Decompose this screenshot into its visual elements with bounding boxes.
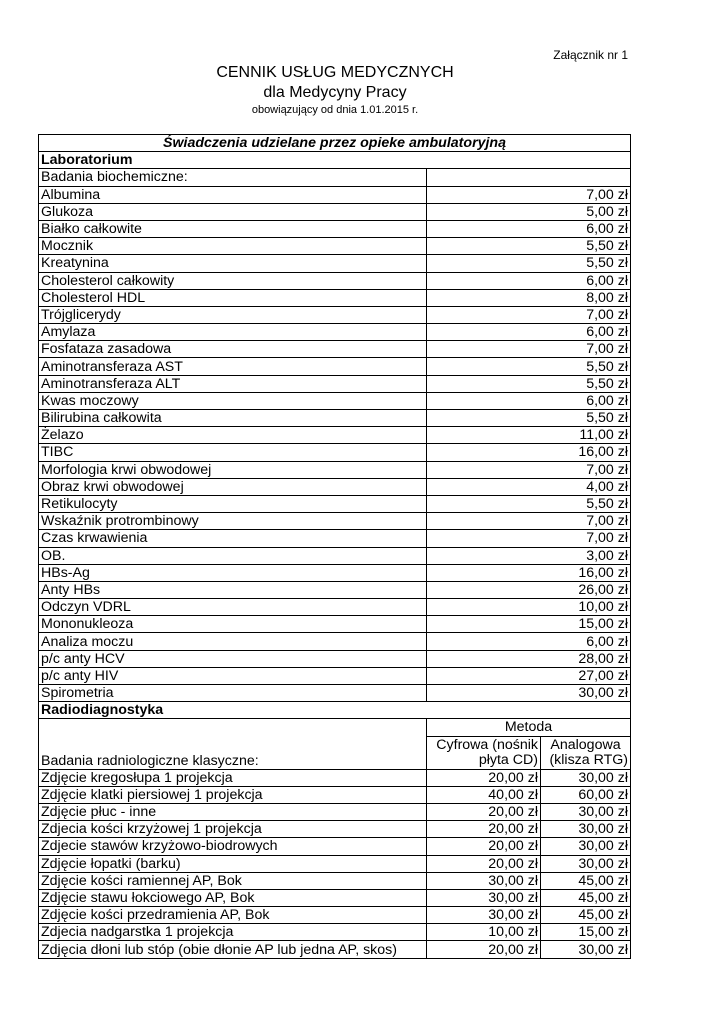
item-name: Obraz krwi obwodowej bbox=[39, 478, 427, 495]
table-row bbox=[39, 272, 631, 289]
price-digital: 10,00 zł bbox=[427, 924, 541, 941]
empty-cell bbox=[39, 719, 427, 736]
item-name: TIBC bbox=[39, 444, 427, 461]
item-price: 7,00 zł bbox=[427, 530, 631, 547]
item-price: 5,50 zł bbox=[427, 410, 631, 427]
item-name: Czas krwawienia bbox=[39, 530, 427, 547]
item-price: 3,00 zł bbox=[427, 547, 631, 564]
table-row bbox=[39, 513, 631, 530]
item-name: Retikulocyty bbox=[39, 495, 427, 512]
item-name: Zdjęcie kości ramiennej AP, Bok bbox=[39, 872, 427, 889]
column-header-line: płyta CD) bbox=[478, 751, 538, 768]
price-analog: 45,00 zł bbox=[541, 889, 631, 906]
method-row bbox=[39, 719, 631, 736]
item-price: 7,00 zł bbox=[427, 341, 631, 358]
section-row bbox=[39, 702, 631, 719]
price-analog: 30,00 zł bbox=[541, 838, 631, 855]
table-row bbox=[39, 769, 631, 786]
column-header-digital bbox=[427, 736, 541, 769]
item-name: Zdjecia nadgarstka 1 projekcja bbox=[39, 924, 427, 941]
price-analog: 45,00 zł bbox=[541, 907, 631, 924]
document-subtitle: dla Medycyny Pracy bbox=[263, 84, 407, 101]
item-price: 11,00 zł bbox=[427, 427, 631, 444]
table-heading-row bbox=[39, 135, 631, 152]
table-row bbox=[39, 838, 631, 855]
price-analog: 30,00 zł bbox=[541, 803, 631, 820]
item-name: Zdjęcie łopatki (barku) bbox=[39, 855, 427, 872]
table-row bbox=[39, 599, 631, 616]
item-price: 5,50 zł bbox=[427, 255, 631, 272]
table-row bbox=[39, 889, 631, 906]
item-name: Aminotransferaza ALT bbox=[39, 375, 427, 392]
table-row bbox=[39, 803, 631, 820]
item-name: Zdjęcie kregosłupa 1 projekcja bbox=[39, 769, 427, 786]
empty-cell bbox=[427, 169, 631, 186]
table-row bbox=[39, 478, 631, 495]
table-row bbox=[39, 667, 631, 684]
price-digital: 20,00 zł bbox=[427, 855, 541, 872]
item-price: 6,00 zł bbox=[427, 392, 631, 409]
item-name: Zdjęcia dłoni lub stóp (obie dłonie AP lub jedna AP, skos) bbox=[39, 941, 427, 958]
table-row bbox=[39, 461, 631, 478]
item-price: 5,50 zł bbox=[427, 358, 631, 375]
table-row bbox=[39, 547, 631, 564]
price-digital: 20,00 zł bbox=[427, 803, 541, 820]
price-table bbox=[38, 134, 631, 959]
item-name: Trójglicerydy bbox=[39, 306, 427, 323]
table-row bbox=[39, 289, 631, 306]
column-header-line: Cyfrowa (nośnik bbox=[436, 736, 538, 753]
item-price: 5,50 zł bbox=[427, 375, 631, 392]
price-digital: 30,00 zł bbox=[427, 889, 541, 906]
item-price: 10,00 zł bbox=[427, 599, 631, 616]
table-row bbox=[39, 427, 631, 444]
table-row bbox=[39, 786, 631, 803]
document-title: CENNIK USŁUG MEDYCZNYCH bbox=[216, 64, 454, 81]
table-row bbox=[39, 341, 631, 358]
price-digital: 40,00 zł bbox=[427, 786, 541, 803]
item-price: 5,50 zł bbox=[427, 495, 631, 512]
table-row bbox=[39, 924, 631, 941]
item-name: Odczyn VDRL bbox=[39, 599, 427, 616]
item-name: Cholesterol HDL bbox=[39, 289, 427, 306]
group-row bbox=[39, 169, 631, 186]
item-price: 5,50 zł bbox=[427, 238, 631, 255]
table-row bbox=[39, 358, 631, 375]
section-laboratorium: Laboratorium bbox=[39, 152, 631, 169]
item-price: 16,00 zł bbox=[427, 444, 631, 461]
item-name: Wskaźnik protrombinowy bbox=[39, 513, 427, 530]
item-price: 4,00 zł bbox=[427, 478, 631, 495]
table-row bbox=[39, 375, 631, 392]
price-digital: 20,00 zł bbox=[427, 941, 541, 958]
table-row bbox=[39, 203, 631, 220]
table-row bbox=[39, 821, 631, 838]
table-row bbox=[39, 564, 631, 581]
price-analog: 30,00 zł bbox=[541, 855, 631, 872]
item-price: 7,00 zł bbox=[427, 186, 631, 203]
price-analog: 30,00 zł bbox=[541, 769, 631, 786]
item-name: Zdjęcie klatki piersiowej 1 projekcja bbox=[39, 786, 427, 803]
item-name: Zdjęcie stawu łokciowego AP, Bok bbox=[39, 889, 427, 906]
price-digital: 30,00 zł bbox=[427, 907, 541, 924]
price-analog: 15,00 zł bbox=[541, 924, 631, 941]
table-row bbox=[39, 255, 631, 272]
method-label: Metoda bbox=[427, 719, 631, 736]
item-name: Żelazo bbox=[39, 427, 427, 444]
item-name: Mocznik bbox=[39, 238, 427, 255]
table-row bbox=[39, 650, 631, 667]
item-name: p/c anty HIV bbox=[39, 667, 427, 684]
table-row bbox=[39, 633, 631, 650]
table-row bbox=[39, 872, 631, 889]
item-name: Zdjęcie płuc - inne bbox=[39, 803, 427, 820]
item-name: Zdjęcie kości przedramienia AP, Bok bbox=[39, 907, 427, 924]
table-row bbox=[39, 392, 631, 409]
valid-from: obowiązujący od dnia 1.01.2015 r. bbox=[251, 104, 419, 116]
table-row bbox=[39, 495, 631, 512]
item-name: Analiza moczu bbox=[39, 633, 427, 650]
price-analog: 30,00 zł bbox=[541, 941, 631, 958]
item-name: p/c anty HCV bbox=[39, 650, 427, 667]
column-header-analog bbox=[541, 736, 631, 769]
item-name: Bilirubina całkowita bbox=[39, 410, 427, 427]
table-row bbox=[39, 530, 631, 547]
group-label: Badania biochemiczne: bbox=[39, 169, 427, 186]
table-row bbox=[39, 855, 631, 872]
annex-label: Załącznik nr 1 bbox=[553, 48, 628, 62]
item-name: Aminotransferaza AST bbox=[39, 358, 427, 375]
item-name: HBs-Ag bbox=[39, 564, 427, 581]
table-row bbox=[39, 616, 631, 633]
price-digital: 20,00 zł bbox=[427, 821, 541, 838]
item-price: 30,00 zł bbox=[427, 685, 631, 702]
price-analog: 45,00 zł bbox=[541, 872, 631, 889]
table-row bbox=[39, 220, 631, 237]
section-row bbox=[39, 152, 631, 169]
item-name: Fosfataza zasadowa bbox=[39, 341, 427, 358]
item-name: Amylaza bbox=[39, 324, 427, 341]
item-price: 6,00 zł bbox=[427, 272, 631, 289]
section-radiodiagnostyka: Radiodiagnostyka bbox=[39, 702, 631, 719]
item-price: 5,00 zł bbox=[427, 203, 631, 220]
columns-header-row bbox=[39, 736, 631, 769]
table-row bbox=[39, 186, 631, 203]
table-row bbox=[39, 581, 631, 598]
table-row bbox=[39, 685, 631, 702]
item-name: Anty HBs bbox=[39, 581, 427, 598]
table-heading: Świadczenia udzielane przez opieke ambulatoryjną bbox=[39, 135, 631, 152]
price-analog: 30,00 zł bbox=[541, 821, 631, 838]
item-name: OB. bbox=[39, 547, 427, 564]
item-name: Białko całkowite bbox=[39, 220, 427, 237]
table-row bbox=[39, 324, 631, 341]
item-name: Albumina bbox=[39, 186, 427, 203]
item-name: Kwas moczowy bbox=[39, 392, 427, 409]
column-header-line: (klisza RTG) bbox=[549, 751, 629, 768]
item-name: Kreatynina bbox=[39, 255, 427, 272]
item-name: Zdjecie stawów krzyżowo-biodrowych bbox=[39, 838, 427, 855]
table-row bbox=[39, 238, 631, 255]
price-analog: 60,00 zł bbox=[541, 786, 631, 803]
table-row bbox=[39, 907, 631, 924]
group-label bbox=[39, 736, 427, 769]
item-name: Mononukleoza bbox=[39, 616, 427, 633]
group-label-text: Badania radniologiczne klasyczne: bbox=[41, 752, 259, 769]
item-price: 8,00 zł bbox=[427, 289, 631, 306]
price-digital: 20,00 zł bbox=[427, 838, 541, 855]
item-price: 6,00 zł bbox=[427, 220, 631, 237]
item-name: Morfologia krwi obwodowej bbox=[39, 461, 427, 478]
item-name: Cholesterol całkowity bbox=[39, 272, 427, 289]
item-name: Zdjecia kości krzyżowej 1 projekcja bbox=[39, 821, 427, 838]
table-row bbox=[39, 444, 631, 461]
column-header-line: Analogowa bbox=[550, 736, 621, 753]
price-digital: 20,00 zł bbox=[427, 769, 541, 786]
item-price: 15,00 zł bbox=[427, 616, 631, 633]
item-price: 7,00 zł bbox=[427, 461, 631, 478]
table-row bbox=[39, 306, 631, 323]
table-row bbox=[39, 941, 631, 958]
item-price: 26,00 zł bbox=[427, 581, 631, 598]
item-name: Spirometria bbox=[39, 685, 427, 702]
table-row bbox=[39, 410, 631, 427]
item-price: 6,00 zł bbox=[427, 324, 631, 341]
item-price: 6,00 zł bbox=[427, 633, 631, 650]
item-name: Glukoza bbox=[39, 203, 427, 220]
item-price: 28,00 zł bbox=[427, 650, 631, 667]
item-price: 16,00 zł bbox=[427, 564, 631, 581]
item-price: 7,00 zł bbox=[427, 513, 631, 530]
item-price: 7,00 zł bbox=[427, 306, 631, 323]
item-price: 27,00 zł bbox=[427, 667, 631, 684]
price-digital: 30,00 zł bbox=[427, 872, 541, 889]
